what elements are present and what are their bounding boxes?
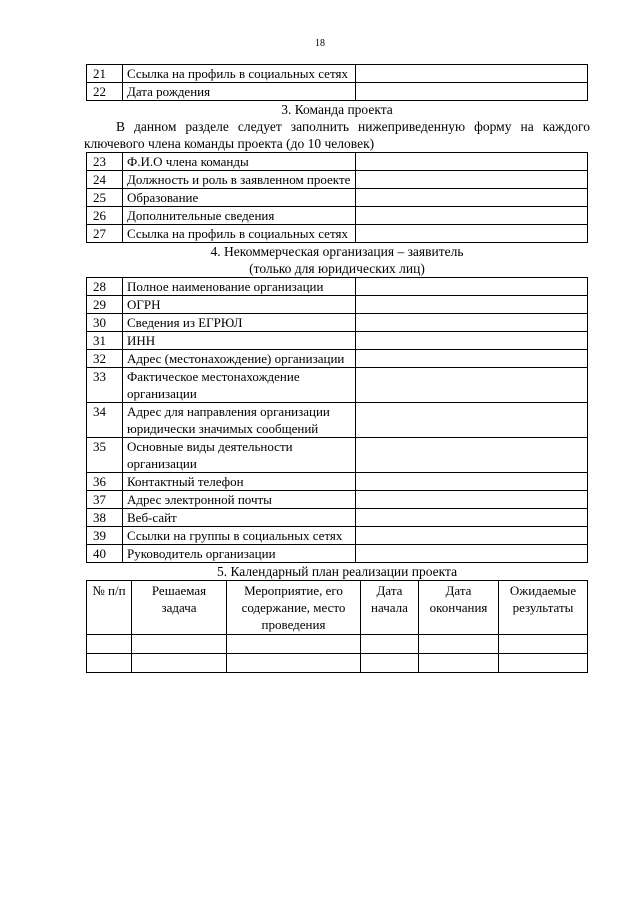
row-label: ИНН bbox=[123, 332, 356, 350]
column-header: № п/п bbox=[87, 581, 132, 635]
row-label: ОГРН bbox=[123, 296, 356, 314]
row-label: Адрес для направления организации юридически значимых сообщений bbox=[123, 403, 356, 438]
info-table-applicant bbox=[86, 64, 588, 101]
row-number: 23 bbox=[87, 153, 123, 171]
row-label: Веб-сайт bbox=[123, 509, 356, 527]
row-number: 37 bbox=[87, 491, 123, 509]
row-value-field[interactable] bbox=[356, 350, 588, 368]
row-value-field[interactable] bbox=[356, 207, 588, 225]
row-number: 28 bbox=[87, 278, 123, 296]
row-label: Руководитель организации bbox=[123, 545, 356, 563]
table-cell[interactable] bbox=[227, 654, 361, 673]
table-cell[interactable] bbox=[87, 654, 132, 673]
table-cell[interactable] bbox=[499, 635, 588, 654]
row-number: 34 bbox=[87, 403, 123, 438]
table-cell[interactable] bbox=[419, 654, 499, 673]
row-value-field[interactable] bbox=[356, 403, 588, 438]
column-header: Решаемая задача bbox=[132, 581, 227, 635]
column-header: Мероприятие, его содержание, место проведения bbox=[227, 581, 361, 635]
row-label: Ф.И.О члена команды bbox=[123, 153, 356, 171]
table-row bbox=[87, 171, 588, 189]
column-header: Дата начала bbox=[361, 581, 419, 635]
row-value-field[interactable] bbox=[356, 171, 588, 189]
row-value-field[interactable] bbox=[356, 296, 588, 314]
row-label: Дополнительные сведения bbox=[123, 207, 356, 225]
table-row bbox=[87, 403, 588, 438]
table-cell[interactable] bbox=[132, 654, 227, 673]
row-label: Образование bbox=[123, 189, 356, 207]
table-row bbox=[87, 545, 588, 563]
table-row bbox=[87, 296, 588, 314]
row-number: 21 bbox=[87, 65, 123, 83]
table-row bbox=[87, 527, 588, 545]
section-3-heading: 3. Команда проекта bbox=[281, 102, 393, 117]
row-value-field[interactable] bbox=[356, 189, 588, 207]
info-table-organization bbox=[86, 277, 588, 563]
row-number: 22 bbox=[87, 83, 123, 101]
row-value-field[interactable] bbox=[356, 473, 588, 491]
table-row bbox=[87, 314, 588, 332]
row-number: 31 bbox=[87, 332, 123, 350]
table-row bbox=[87, 225, 588, 243]
row-label: Фактическое местонахождение организации bbox=[123, 368, 356, 403]
row-value-field[interactable] bbox=[356, 545, 588, 563]
row-label: Ссылка на профиль в социальных сетях bbox=[123, 65, 356, 83]
row-value-field[interactable] bbox=[356, 368, 588, 403]
row-value-field[interactable] bbox=[356, 332, 588, 350]
table-row bbox=[87, 491, 588, 509]
column-header: Ожидаемые результаты bbox=[499, 581, 588, 635]
column-header: Дата окончания bbox=[419, 581, 499, 635]
section-4-heading: 4. Некоммерческая организация – заявитель bbox=[210, 244, 464, 259]
row-value-field[interactable] bbox=[356, 278, 588, 296]
table-row bbox=[87, 189, 588, 207]
table-cell[interactable] bbox=[361, 654, 419, 673]
table-row bbox=[87, 153, 588, 171]
row-value-field[interactable] bbox=[356, 83, 588, 101]
row-label: Сведения из ЕГРЮЛ bbox=[123, 314, 356, 332]
row-label: Ссылка на профиль в социальных сетях bbox=[123, 225, 356, 243]
row-number: 35 bbox=[87, 438, 123, 473]
row-label: Дата рождения bbox=[123, 83, 356, 101]
row-value-field[interactable] bbox=[356, 491, 588, 509]
table-cell[interactable] bbox=[227, 635, 361, 654]
table-cell[interactable] bbox=[419, 635, 499, 654]
table-cell[interactable] bbox=[499, 654, 588, 673]
table-row bbox=[87, 207, 588, 225]
table-row bbox=[87, 350, 588, 368]
row-number: 26 bbox=[87, 207, 123, 225]
section-5-heading: 5. Календарный план реализации проекта bbox=[216, 564, 458, 579]
row-value-field[interactable] bbox=[356, 527, 588, 545]
table-cell[interactable] bbox=[132, 635, 227, 654]
row-label: Основные виды деятельности организации bbox=[123, 438, 356, 473]
row-number: 24 bbox=[87, 171, 123, 189]
table-row bbox=[87, 332, 588, 350]
section-3-paragraph: В данном разделе следует заполнить нижеприведенную форму на каждого ключевого члена команды проекта (до 10 человек) bbox=[84, 119, 590, 151]
document-body bbox=[86, 64, 588, 673]
row-number: 38 bbox=[87, 509, 123, 527]
table-cell[interactable] bbox=[87, 635, 132, 654]
row-number: 39 bbox=[87, 527, 123, 545]
info-table-team bbox=[86, 152, 588, 243]
page-number: 18 bbox=[315, 38, 325, 49]
table-row bbox=[87, 83, 588, 101]
row-label: Адрес (местонахождение) организации bbox=[123, 350, 356, 368]
calendar-plan-table bbox=[86, 580, 588, 673]
row-value-field[interactable] bbox=[356, 65, 588, 83]
table-row bbox=[87, 368, 588, 403]
row-number: 25 bbox=[87, 189, 123, 207]
row-value-field[interactable] bbox=[356, 314, 588, 332]
table-row bbox=[87, 438, 588, 473]
row-label: Адрес электронной почты bbox=[123, 491, 356, 509]
row-number: 40 bbox=[87, 545, 123, 563]
table-row bbox=[87, 509, 588, 527]
row-number: 32 bbox=[87, 350, 123, 368]
calendar-plan-row bbox=[87, 635, 588, 654]
row-number: 27 bbox=[87, 225, 123, 243]
table-row bbox=[87, 278, 588, 296]
calendar-plan-row bbox=[87, 654, 588, 673]
row-number: 29 bbox=[87, 296, 123, 314]
row-value-field[interactable] bbox=[356, 509, 588, 527]
row-value-field[interactable] bbox=[356, 153, 588, 171]
table-cell[interactable] bbox=[361, 635, 419, 654]
row-value-field[interactable] bbox=[356, 225, 588, 243]
row-number: 33 bbox=[87, 368, 123, 403]
row-label: Полное наименование организации bbox=[123, 278, 356, 296]
table-row bbox=[87, 65, 588, 83]
table-row bbox=[87, 473, 588, 491]
row-label: Контактный телефон bbox=[123, 473, 356, 491]
row-label: Ссылки на группы в социальных сетях bbox=[123, 527, 356, 545]
row-number: 30 bbox=[87, 314, 123, 332]
section-4-subheading: (только для юридических лиц) bbox=[249, 261, 425, 276]
row-number: 36 bbox=[87, 473, 123, 491]
row-value-field[interactable] bbox=[356, 438, 588, 473]
row-label: Должность и роль в заявленном проекте bbox=[123, 171, 356, 189]
calendar-plan-header-row bbox=[87, 581, 588, 635]
